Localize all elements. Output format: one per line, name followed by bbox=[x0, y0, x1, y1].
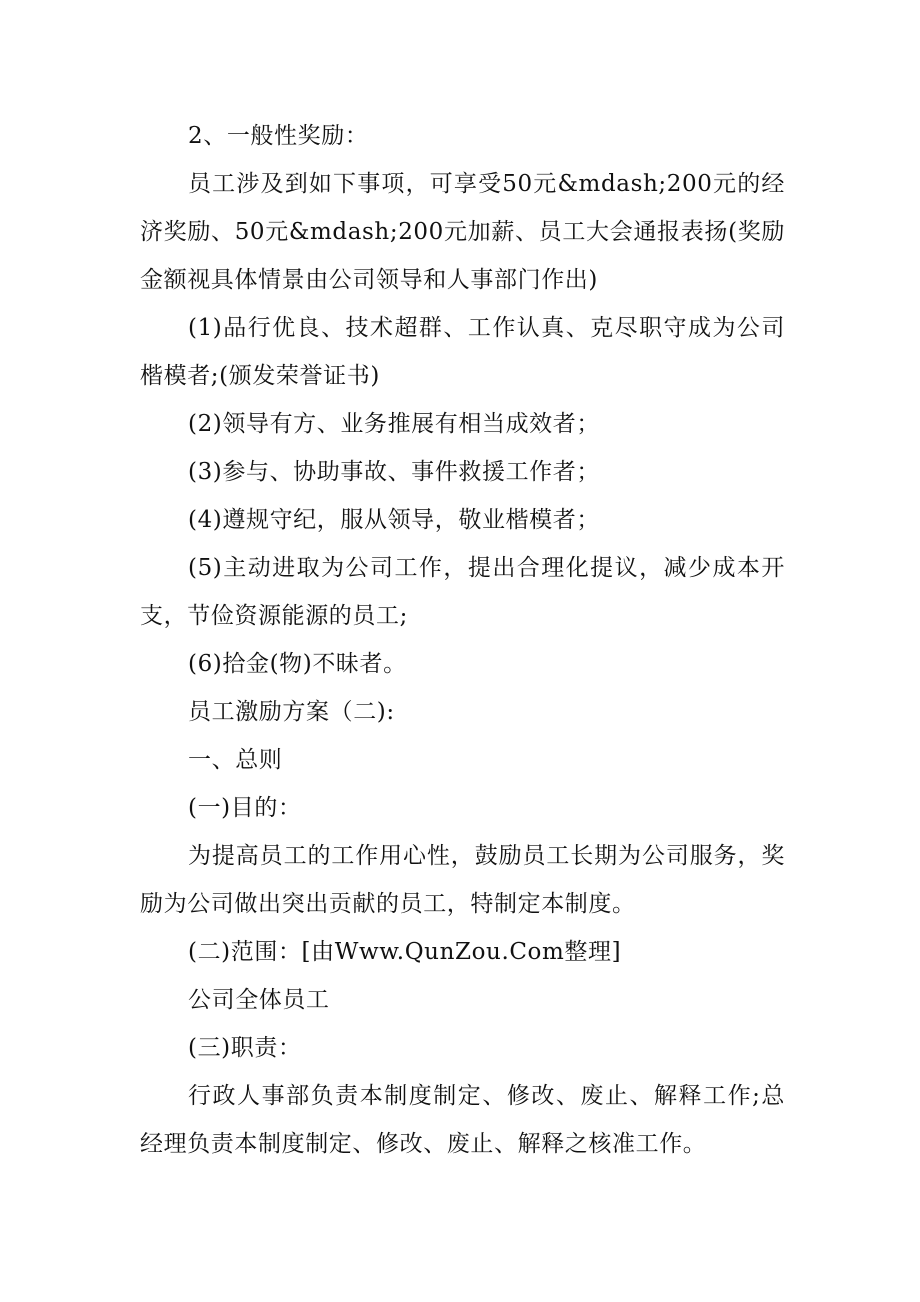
paragraph-scope-heading: (二)范围：[由Www.QunZou.Com整理] bbox=[188, 939, 622, 965]
paragraph-item-5: (5)主动进取为公司工作，提出合理化提议，减少成本开支，节俭资源能源的员工; bbox=[140, 555, 785, 629]
paragraph-item-6: (6)拾金(物)不昧者。 bbox=[188, 651, 407, 677]
paragraph-purpose-heading: (一)目的： bbox=[188, 795, 302, 821]
paragraph-responsibility-heading: (三)职责： bbox=[188, 1035, 302, 1061]
paragraph-item-2: (2)领导有方、业务推展有相当成效者； bbox=[188, 411, 600, 437]
paragraph-scope-text: 公司全体员工 bbox=[188, 987, 330, 1013]
paragraph-item-3: (3)参与、协助事故、事件救援工作者； bbox=[188, 459, 600, 485]
paragraph-reward-description: 员工涉及到如下事项，可享受50元&mdash;200元的经济奖励、50元&mdash;200元加薪、员工大会通报表扬(奖励金额视具体情景由公司领导和人事部门作出) bbox=[140, 171, 785, 293]
paragraph-item-1: (1)品行优良、技术超群、工作认真、克尽职守成为公司楷模者;(颁发荣誉证书) bbox=[140, 315, 785, 389]
paragraph-plan-two-heading: 员工激励方案（二): bbox=[188, 699, 395, 725]
paragraph-general-principles: 一、总则 bbox=[188, 747, 283, 773]
paragraph-responsibility-text: 行政人事部负责本制度制定、修改、废止、解释工作;总经理负责本制度制定、修改、废止、解释之核准工作。 bbox=[140, 1083, 785, 1157]
paragraph-item-4: (4)遵规守纪，服从领导，敬业楷模者； bbox=[188, 507, 600, 533]
paragraph-purpose-text: 为提高员工的工作用心性，鼓励员工长期为公司服务，奖励为公司做出突出贡献的员工，特制定本制度。 bbox=[140, 843, 785, 917]
paragraph-general-reward-heading: 2、一般性奖励： bbox=[188, 123, 369, 149]
document-body bbox=[140, 112, 785, 1168]
